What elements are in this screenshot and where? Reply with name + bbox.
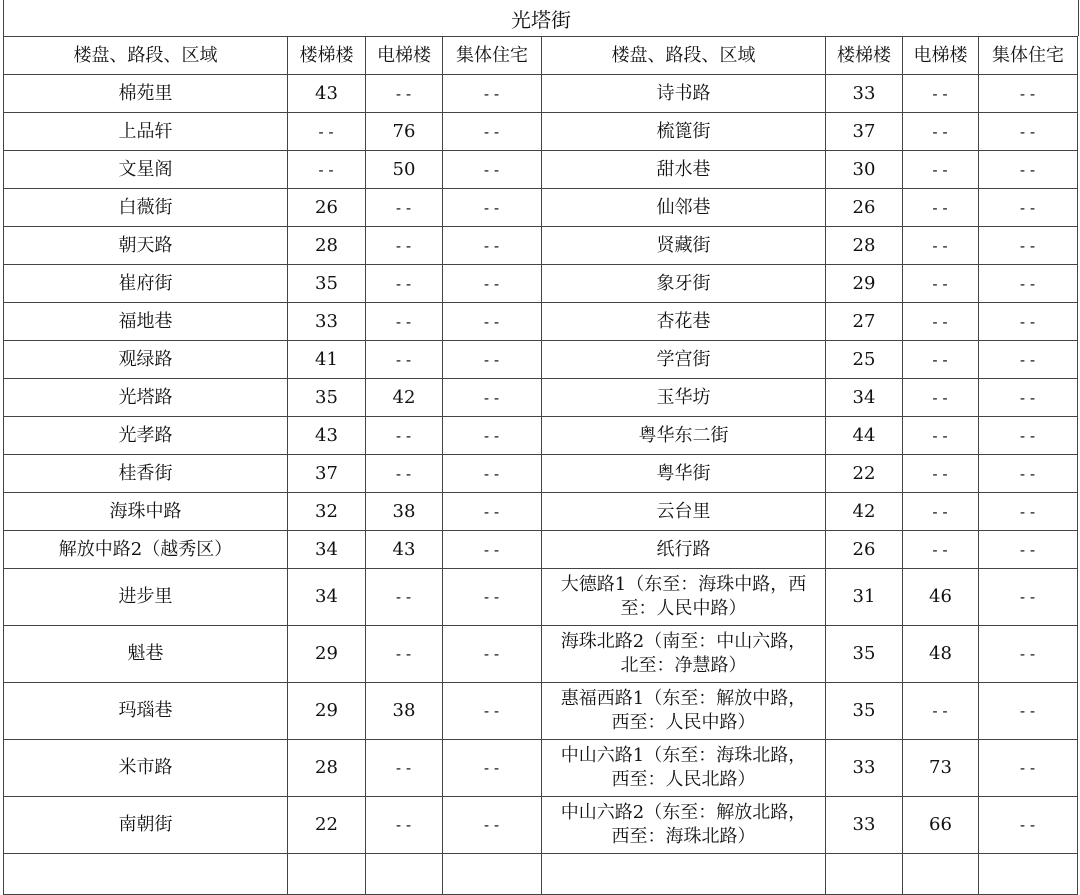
value-cell: -- — [443, 740, 542, 797]
value-cell: -- — [366, 189, 443, 227]
value-cell: -- — [366, 265, 443, 303]
value-cell: -- — [979, 113, 1078, 151]
value-cell: 31 — [826, 569, 903, 626]
table-row — [4, 626, 1078, 683]
area-name-cell: 福地巷 — [4, 303, 288, 341]
value-cell: -- — [903, 531, 979, 569]
value-cell: 35 — [288, 379, 366, 417]
value-cell: 42 — [366, 379, 443, 417]
table-row — [4, 417, 1078, 455]
table-row — [4, 75, 1078, 113]
value-cell: 33 — [826, 797, 903, 854]
value-cell: -- — [366, 797, 443, 854]
value-cell: -- — [903, 417, 979, 455]
area-name-cell: 甜水巷 — [542, 151, 826, 189]
table-row — [4, 531, 1078, 569]
value-cell: -- — [979, 493, 1078, 531]
value-cell: 34 — [826, 379, 903, 417]
value-cell: 44 — [826, 417, 903, 455]
value-cell: 28 — [288, 740, 366, 797]
table-row — [4, 569, 1078, 626]
area-name-cell: 云台里 — [542, 493, 826, 531]
value-cell: 29 — [826, 265, 903, 303]
value-cell: -- — [979, 303, 1078, 341]
value-cell: -- — [903, 227, 979, 265]
value-cell: -- — [443, 455, 542, 493]
value-cell: -- — [979, 227, 1078, 265]
value-cell: 35 — [826, 683, 903, 740]
table-row — [4, 683, 1078, 740]
value-cell: 37 — [826, 113, 903, 151]
area-name-cell: 学宫街 — [542, 341, 826, 379]
empty-cell — [288, 854, 366, 895]
area-name-cell: 中山六路1（东至：海珠北路，西至：人民北路） — [542, 740, 826, 797]
area-name-cell: 惠福西路1（东至：解放中路，西至：人民中路） — [542, 683, 826, 740]
area-name-cell: 南朝街 — [4, 797, 288, 854]
table-row — [4, 341, 1078, 379]
table-row — [4, 303, 1078, 341]
empty-cell — [542, 854, 826, 895]
value-cell: 30 — [826, 151, 903, 189]
value-cell: -- — [366, 569, 443, 626]
header-cell: 楼梯楼 — [826, 37, 903, 75]
value-cell: -- — [366, 626, 443, 683]
value-cell: -- — [903, 493, 979, 531]
value-cell: -- — [903, 75, 979, 113]
value-cell: -- — [979, 379, 1078, 417]
table-row — [4, 151, 1078, 189]
value-cell: 33 — [826, 740, 903, 797]
area-name-cell: 玉华坊 — [542, 379, 826, 417]
value-cell: 50 — [366, 151, 443, 189]
area-name-cell: 魁巷 — [4, 626, 288, 683]
area-name-cell: 中山六路2（东至：解放北路，西至：海珠北路） — [542, 797, 826, 854]
area-name-cell: 杏花巷 — [542, 303, 826, 341]
value-cell: -- — [903, 455, 979, 493]
empty-cell — [366, 854, 443, 895]
value-cell: -- — [366, 740, 443, 797]
value-cell: 38 — [366, 493, 443, 531]
value-cell: -- — [366, 75, 443, 113]
empty-cell — [4, 854, 288, 895]
header-cell: 楼盘、路段、区域 — [542, 37, 826, 75]
value-cell: -- — [443, 303, 542, 341]
area-name-cell: 米市路 — [4, 740, 288, 797]
value-cell: -- — [979, 569, 1078, 626]
value-cell: 76 — [366, 113, 443, 151]
value-cell: 73 — [903, 740, 979, 797]
value-cell: -- — [443, 493, 542, 531]
value-cell: 33 — [826, 75, 903, 113]
housing-table — [3, 36, 1078, 895]
value-cell: -- — [903, 189, 979, 227]
value-cell: 27 — [826, 303, 903, 341]
empty-cell — [979, 854, 1078, 895]
value-cell: 29 — [288, 683, 366, 740]
value-cell: -- — [979, 265, 1078, 303]
value-cell: -- — [903, 379, 979, 417]
header-cell: 电梯楼 — [366, 37, 443, 75]
value-cell: 22 — [288, 797, 366, 854]
value-cell: -- — [443, 113, 542, 151]
value-cell: 41 — [288, 341, 366, 379]
value-cell: -- — [979, 189, 1078, 227]
value-cell: 43 — [288, 417, 366, 455]
value-cell: -- — [903, 265, 979, 303]
value-cell: -- — [443, 227, 542, 265]
table-row — [4, 854, 1078, 895]
area-name-cell: 诗书路 — [542, 75, 826, 113]
value-cell: 26 — [288, 189, 366, 227]
empty-cell — [443, 854, 542, 895]
area-name-cell: 光塔路 — [4, 379, 288, 417]
value-cell: 25 — [826, 341, 903, 379]
value-cell: -- — [366, 455, 443, 493]
area-name-cell: 崔府街 — [4, 265, 288, 303]
value-cell: -- — [288, 113, 366, 151]
area-name-cell: 粤华街 — [542, 455, 826, 493]
value-cell: 33 — [288, 303, 366, 341]
value-cell: 48 — [903, 626, 979, 683]
value-cell: 42 — [826, 493, 903, 531]
value-cell: -- — [903, 151, 979, 189]
value-cell: -- — [443, 569, 542, 626]
value-cell: 22 — [826, 455, 903, 493]
header-row — [4, 37, 1078, 75]
value-cell: -- — [903, 113, 979, 151]
value-cell: -- — [903, 341, 979, 379]
table-title: 光塔街 — [3, 0, 1079, 36]
value-cell: -- — [443, 626, 542, 683]
area-name-cell: 文星阁 — [4, 151, 288, 189]
table-row — [4, 455, 1078, 493]
area-name-cell: 桂香街 — [4, 455, 288, 493]
table-row — [4, 379, 1078, 417]
value-cell: -- — [288, 151, 366, 189]
value-cell: 35 — [288, 265, 366, 303]
value-cell: -- — [979, 75, 1078, 113]
header-cell: 集体住宅 — [443, 37, 542, 75]
value-cell: -- — [443, 265, 542, 303]
value-cell: 43 — [366, 531, 443, 569]
value-cell: -- — [443, 797, 542, 854]
empty-cell — [826, 854, 903, 895]
value-cell: 28 — [288, 227, 366, 265]
value-cell: 32 — [288, 493, 366, 531]
value-cell: -- — [443, 75, 542, 113]
value-cell: -- — [979, 531, 1078, 569]
table-row — [4, 227, 1078, 265]
header-cell: 楼梯楼 — [288, 37, 366, 75]
value-cell: 35 — [826, 626, 903, 683]
value-cell: -- — [366, 341, 443, 379]
value-cell: 43 — [288, 75, 366, 113]
table-row — [4, 265, 1078, 303]
area-name-cell: 大德路1（东至：海珠中路，西至：人民中路） — [542, 569, 826, 626]
value-cell: 34 — [288, 531, 366, 569]
value-cell: 46 — [903, 569, 979, 626]
value-cell: -- — [443, 379, 542, 417]
value-cell: 26 — [826, 189, 903, 227]
value-cell: 66 — [903, 797, 979, 854]
area-name-cell: 上品轩 — [4, 113, 288, 151]
value-cell: 34 — [288, 569, 366, 626]
value-cell: -- — [979, 417, 1078, 455]
value-cell: 38 — [366, 683, 443, 740]
area-name-cell: 玛瑙巷 — [4, 683, 288, 740]
area-name-cell: 光孝路 — [4, 417, 288, 455]
area-name-cell: 解放中路2（越秀区） — [4, 531, 288, 569]
area-name-cell: 海珠中路 — [4, 493, 288, 531]
value-cell: -- — [979, 626, 1078, 683]
value-cell: -- — [443, 341, 542, 379]
area-name-cell: 粤华东二街 — [542, 417, 826, 455]
empty-cell — [903, 854, 979, 895]
value-cell: -- — [443, 417, 542, 455]
table-row — [4, 189, 1078, 227]
value-cell: -- — [366, 227, 443, 265]
header-cell: 电梯楼 — [903, 37, 979, 75]
header-cell: 楼盘、路段、区域 — [4, 37, 288, 75]
area-name-cell: 象牙街 — [542, 265, 826, 303]
area-name-cell: 海珠北路2（南至：中山六路，北至：净慧路） — [542, 626, 826, 683]
table-row — [4, 797, 1078, 854]
area-name-cell: 梳篦街 — [542, 113, 826, 151]
table-row — [4, 740, 1078, 797]
area-name-cell: 仙邻巷 — [542, 189, 826, 227]
table-row — [4, 493, 1078, 531]
value-cell: -- — [443, 151, 542, 189]
value-cell: -- — [979, 740, 1078, 797]
value-cell: -- — [366, 303, 443, 341]
table-body — [4, 75, 1078, 895]
value-cell: -- — [443, 189, 542, 227]
area-name-cell: 贤藏街 — [542, 227, 826, 265]
value-cell: -- — [443, 531, 542, 569]
area-name-cell: 观绿路 — [4, 341, 288, 379]
value-cell: -- — [903, 303, 979, 341]
value-cell: -- — [979, 151, 1078, 189]
value-cell: -- — [979, 455, 1078, 493]
value-cell: 37 — [288, 455, 366, 493]
header-cell: 集体住宅 — [979, 37, 1078, 75]
value-cell: 26 — [826, 531, 903, 569]
value-cell: 29 — [288, 626, 366, 683]
value-cell: -- — [903, 683, 979, 740]
value-cell: -- — [979, 797, 1078, 854]
table-row — [4, 113, 1078, 151]
area-name-cell: 朝天路 — [4, 227, 288, 265]
value-cell: 28 — [826, 227, 903, 265]
area-name-cell: 棉苑里 — [4, 75, 288, 113]
value-cell: -- — [979, 683, 1078, 740]
area-name-cell: 白薇街 — [4, 189, 288, 227]
area-name-cell: 纸行路 — [542, 531, 826, 569]
value-cell: -- — [443, 683, 542, 740]
value-cell: -- — [366, 417, 443, 455]
value-cell: -- — [979, 341, 1078, 379]
area-name-cell: 进步里 — [4, 569, 288, 626]
